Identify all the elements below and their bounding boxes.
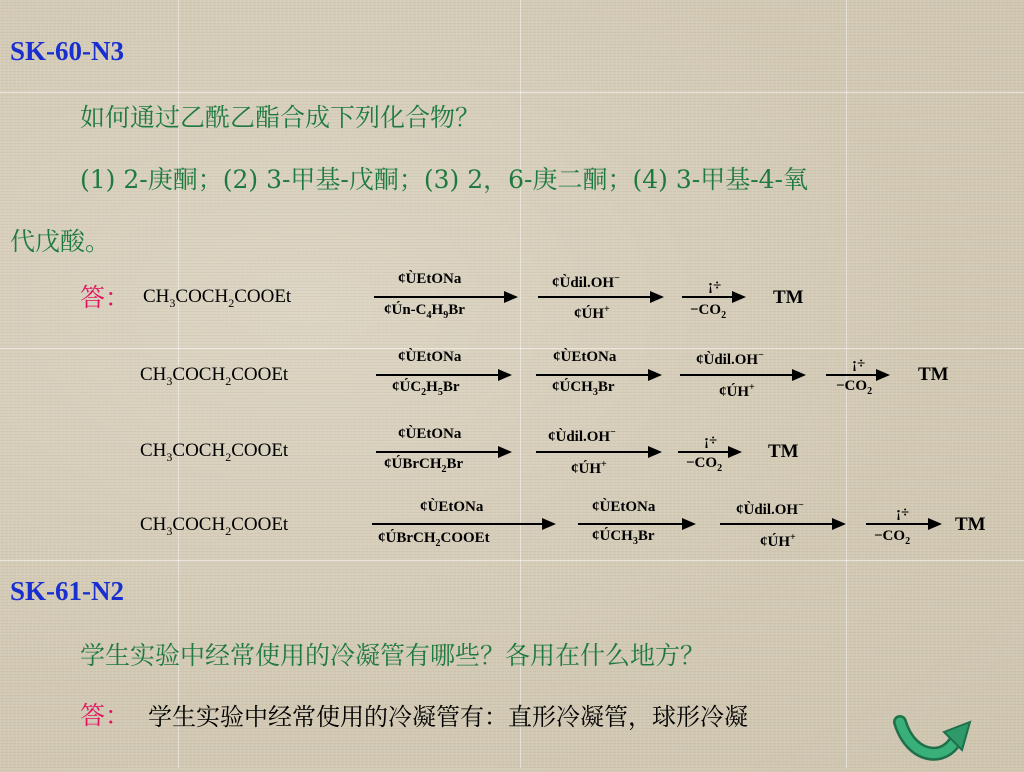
reaction-arrow [374, 296, 516, 298]
heat-symbol: ¡÷ [896, 505, 910, 521]
reagent-label: $-CO_2$ [686, 455, 723, 474]
reagent-label: $¢Ún-C_4H_9Br$ [384, 302, 465, 321]
reaction-arrow [578, 523, 694, 525]
answer-label: 答： [80, 701, 131, 730]
reagent-label: $-CO_2$ [836, 378, 873, 397]
reagent-label: ¢ÙEtONa [420, 499, 484, 515]
curved-return-arrow-icon[interactable] [892, 712, 972, 768]
question-text: 如何通过乙酰乙酯合成下列化合物？ [80, 103, 481, 132]
reaction-arrow [680, 374, 804, 376]
reaction-arrow [538, 296, 662, 298]
heat-symbol: ¡÷ [708, 278, 722, 294]
answer-text: 学生实验中经常使用的冷凝管有：直形冷凝管，球形冷凝 [148, 703, 748, 731]
reaction-arrow [826, 374, 888, 376]
product-label: TM [918, 364, 949, 385]
heat-symbol: ¡÷ [704, 433, 718, 449]
question-text: 学生实验中经常使用的冷凝管有哪些？各用在什么地方？ [80, 641, 706, 670]
reagent-label: ¢ÚBrCH$_2$COOEt [378, 530, 490, 549]
reactant-formula: $CH_3COCH_2COOEt$ [143, 286, 292, 310]
reagent-label: ¢ÚH+ [571, 459, 607, 477]
question-items-line1: (1) 2-庚酮；(2) 3-甲基-戊酮；(3) 2，6-庚二酮；(4) 3-甲基-4-氧 [80, 165, 809, 194]
question-items-line2: 代戊酸。 [10, 227, 111, 256]
reagent-label: ¢Ùdil.OH− [736, 500, 804, 518]
reagent-label: ¢Ùdil.OH− [696, 350, 764, 368]
reagent-label: ¢ÙEtONa [398, 271, 462, 287]
reagent-label: ¢ÚBrCH$_2$Br [384, 456, 464, 475]
reagent-label: $-CO_2$ [874, 528, 911, 547]
reagent-label: $¢ÚCH_3Br$ [552, 379, 615, 398]
reagent-label: $-CO_2$ [690, 302, 727, 321]
question-code: SK-61-N2 [10, 576, 124, 606]
reagent-label: ¢ÙEtONa [398, 349, 462, 365]
reaction-arrow [678, 451, 740, 453]
product-label: TM [773, 287, 804, 308]
reaction-arrow [372, 523, 554, 525]
background-gridline [0, 348, 1024, 349]
reaction-arrow [376, 451, 510, 453]
reagent-label: ¢ÙEtONa [592, 499, 656, 515]
reagent-label: ¢Ùdil.OH− [548, 427, 616, 445]
reagent-label: ¢ÙEtONa [553, 349, 617, 365]
reagent-label: ¢ÚH+ [574, 304, 610, 322]
reactant-formula: $CH_3COCH_2COOEt$ [140, 440, 289, 464]
reaction-arrow [536, 374, 660, 376]
reactant-formula: $CH_3COCH_2COOEt$ [140, 514, 289, 538]
reagent-label: ¢ÚH+ [760, 532, 796, 550]
background-gridline [0, 560, 1024, 561]
reagent-label: ¢ÚH+ [719, 382, 755, 400]
question-code: SK-60-N3 [10, 36, 124, 66]
reagent-label: ¢ÙEtONa [398, 426, 462, 442]
reactant-formula: $CH_3COCH_2COOEt$ [140, 364, 289, 388]
product-label: TM [768, 441, 799, 462]
answer-label: 答： [80, 283, 131, 312]
background-gridline [0, 92, 1024, 93]
reagent-label: $¢ÚCH_3Br$ [592, 528, 655, 547]
reaction-arrow [720, 523, 844, 525]
reaction-arrow [866, 523, 940, 525]
reagent-label: $¢ÚC_2H_5Br$ [392, 379, 460, 398]
reaction-arrow [536, 451, 660, 453]
reagent-label: ¢Ùdil.OH− [552, 273, 620, 291]
heat-symbol: ¡÷ [852, 356, 866, 372]
reaction-arrow [376, 374, 510, 376]
reaction-arrow [682, 296, 744, 298]
product-label: TM [955, 514, 986, 535]
